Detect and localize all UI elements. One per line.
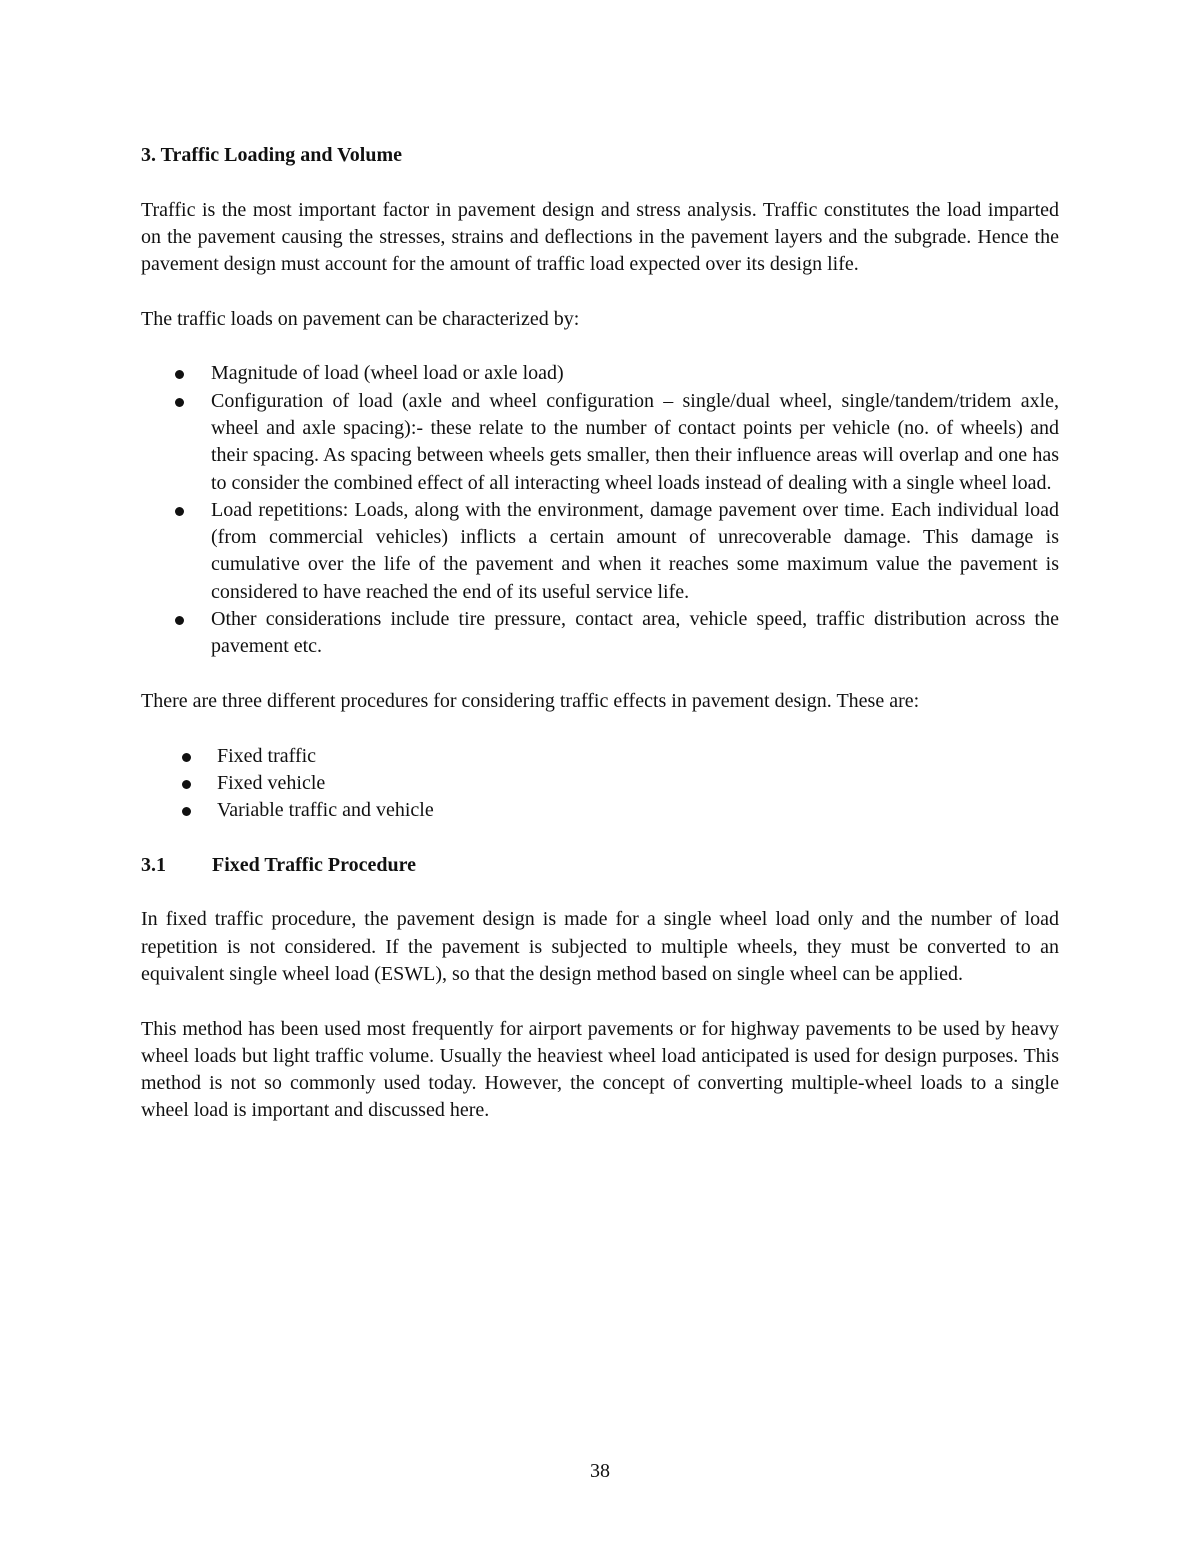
page-number: 38 bbox=[590, 1460, 610, 1482]
subsection-number: 3.1 bbox=[141, 853, 166, 876]
list-item-text: Fixed traffic bbox=[217, 744, 317, 767]
procedures-lead: There are three different procedures for considering traffic effects in pavement design. These are: bbox=[141, 689, 920, 712]
fixed-traffic-paragraph-2: This method has been used most frequently for airport pavements or for highway pavements to be used by heavy wheel loads but light traffic volume. Usually the heaviest wheel load anticipated is used for design purposes. This method is not so commonly used today. However, the concept of converting multiple-wheel loads to a single wheel load is important and discussed here. bbox=[141, 1017, 1059, 1122]
page-content bbox=[141, 142, 1059, 1125]
bullet-icon bbox=[175, 398, 184, 407]
bullet-icon bbox=[175, 507, 184, 516]
intro-paragraph: Traffic is the most important factor in pavement design and stress analysis. Traffic constitutes the load imparted on the pavement causing the stresses, strains and deflections in the pavement layers and the subgrade. Hence the pavement design must account for the amount of traffic load expected over its design life. bbox=[141, 198, 1059, 276]
list-item-text: Fixed vehicle bbox=[217, 771, 326, 794]
bullet-icon bbox=[182, 780, 191, 789]
subsection-heading bbox=[141, 852, 1059, 879]
list-item bbox=[141, 797, 1059, 824]
characterized-lead: The traffic loads on pavement can be characterized by: bbox=[141, 307, 580, 330]
bullet-icon bbox=[175, 370, 184, 379]
list-item bbox=[141, 497, 1059, 606]
fixed-traffic-paragraph-1: In fixed traffic procedure, the pavement design is made for a single wheel load only and the number of load repetition is not considered. If the pavement is subjected to multiple wheels, they must be converted to an equivalent single wheel load (ESWL), so that the design method based on single wheel can be applied. bbox=[141, 908, 1059, 985]
procedures-list bbox=[141, 743, 1059, 825]
list-item-text: Configuration of load (axle and wheel configuration – single/dual wheel, single/tandem/tridem axle, wheel and axle spacing):- these relate to the number of contact points per vehicle (no. of wheels) and their spacing. As spacing between wheels gets smaller, then their influence areas will overlap and one has to consider the combined effect of all interacting wheel loads instead of dealing with a single wheel load. bbox=[211, 389, 1059, 494]
list-item bbox=[141, 606, 1059, 661]
bullet-icon bbox=[175, 616, 184, 625]
list-item bbox=[141, 770, 1059, 797]
section-heading: 3. Traffic Loading and Volume bbox=[141, 144, 402, 166]
list-item bbox=[141, 360, 1059, 387]
bullet-icon bbox=[182, 753, 191, 762]
list-item-text: Other considerations include tire pressure, contact area, vehicle speed, traffic distribution across the pavement etc. bbox=[211, 608, 1059, 658]
list-item bbox=[141, 388, 1059, 497]
list-item-text: Magnitude of load (wheel load or axle load) bbox=[211, 362, 564, 385]
characteristics-list bbox=[141, 360, 1059, 660]
bullet-icon bbox=[182, 807, 191, 816]
list-item-text: Load repetitions: Loads, along with the environment, damage pavement over time. Each individual load (from commercial vehicles) inflicts a certain amount of unrecoverable damage. This damage is cumulative over the life of the pavement and when it reaches some maximum value the pavement is considered to have reached the end of its useful service life. bbox=[211, 498, 1059, 603]
subsection-title: Fixed Traffic Procedure bbox=[212, 853, 417, 876]
list-item-text: Variable traffic and vehicle bbox=[217, 799, 434, 822]
list-item bbox=[141, 743, 1059, 770]
